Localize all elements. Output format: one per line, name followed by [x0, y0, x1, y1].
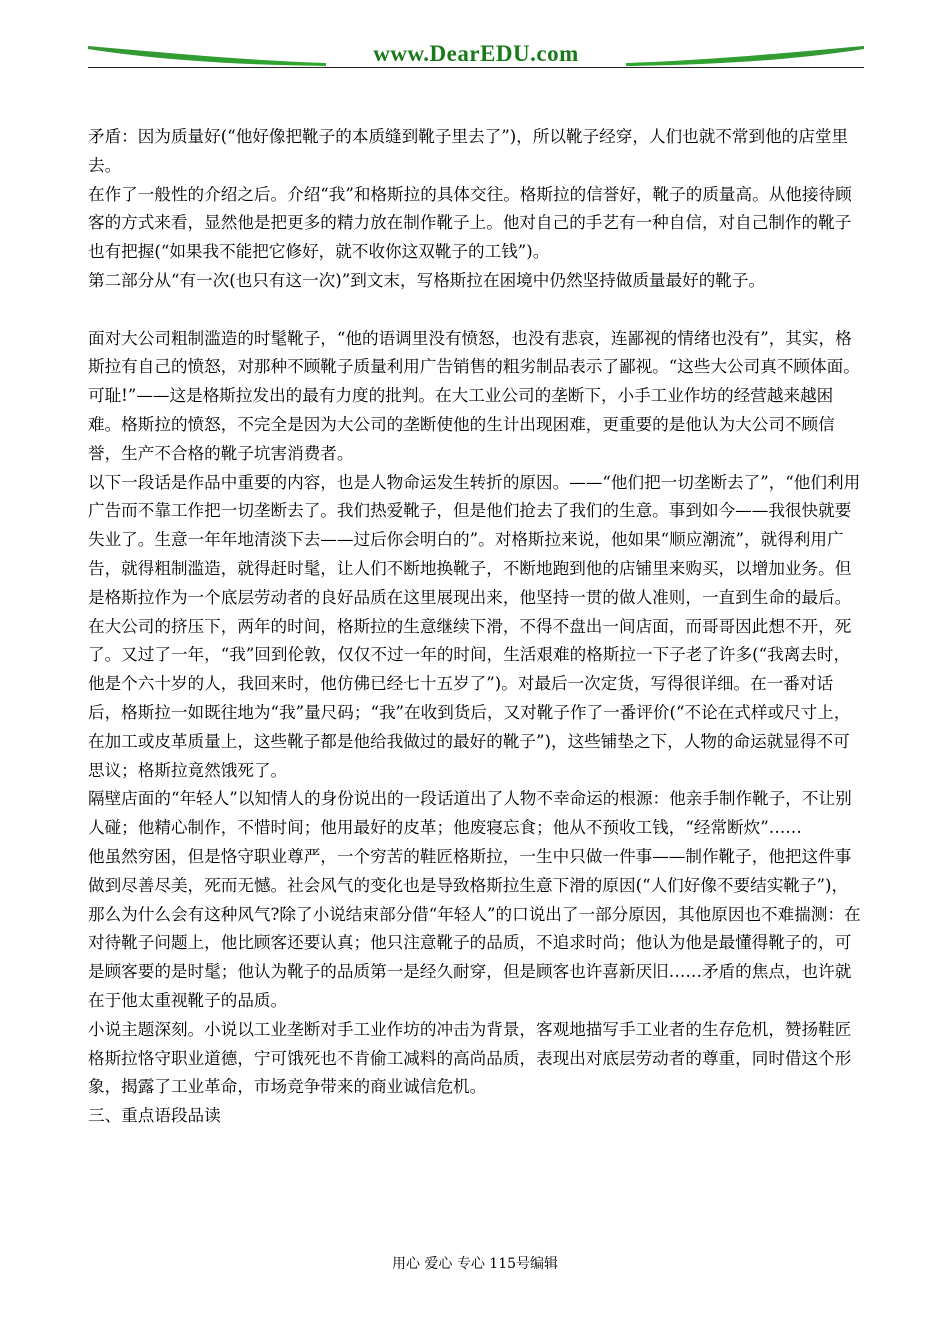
paragraph: 小说主题深刻。小说以工业垄断对手工业作坊的冲击为背景，客观地描写手工业者的生存危机，赞扬鞋匠格斯拉恪守职业道德，宁可饿死也不肯偷工减料的高尚品质，表现出对底层劳动者的尊重，同时借这个形象，揭露了工业革命，市场竞争带来的商业诚信危机。 — [88, 1019, 852, 1097]
document-body — [88, 123, 864, 1131]
site-logo-text: www.DearEDU.com — [373, 41, 579, 66]
paragraph: 在作了一般性的介绍之后。介绍“我”和格斯拉的具体交往。格斯拉的信誉好，靴子的质量高。从他接待顾客的方式来看，显然他是把更多的精力放在制作靴子上。他对自己的手艺有一种自信，对自己制作的靴子也有把握(“如果我不能把它修好，就不收你这双靴子的工钱”)。 — [88, 184, 852, 262]
paragraph: 面对大公司粗制滥造的时髦靴子，“他的语调里没有愤怒，也没有悲哀，连鄙视的情绪也没有”，其实，格斯拉有自己的愤怒，对那种不顾靴子质量利用广告销售的粗劣制品表示了鄙视。“这些大公司真不顾体面。可耻!”——这是格斯拉发出的最有力度的批判。在大工业公司的垄断下，小手工业作坊的经营越来越困难。格斯拉的愤怒，不完全是因为大公司的垄断使他的生计出现困难，更重要的是他认为大公司不顾信誉，生产不合格的靴子坑害消费者。 — [88, 328, 860, 463]
section-heading: 三、重点语段品读 — [88, 1106, 221, 1126]
page-footer: 用心 爱心 专心 115号编辑 — [391, 1256, 559, 1272]
page-header — [88, 36, 864, 76]
paragraph: 矛盾：因为质量好(“他好像把靴子的本质缝到靴子里去了”)，所以靴子经穿，人们也就不常到他的店堂里去。 — [88, 127, 849, 175]
paragraph: 隔壁店面的“年轻人”以知情人的身份说出的一段话道出了人物不幸命运的根源：他亲手制作靴子，不让别人碰；他精心制作，不惜时间；他用最好的皮革；他废寝忘食；他从不预收工钱，“经常断炊”…… — [88, 789, 852, 838]
paragraph: 在大公司的挤压下，两年的时间，格斯拉的生意继续下滑，不得不盘出一间店面，而哥哥因此想不开，死了。又过了一年，“我”回到伦敦，仅仅不过一年的时间，生活艰难的格斯拉一下子老了许多(“我离去时，他是个六十岁的人，我回来时，他仿佛已经七十五岁了”)。对最后一次定货，写得很详细。在一番对话后，格斯拉一如既往地为“我”量尺码；“我”在收到货后，又对靴子作了一番评价(“不论在式样或尺寸上，在加工或皮革质量上，这些靴子都是他给我做过的最好的靴子”)，这些铺垫之下，人物的命运就显得不可思议；格斯拉竟然饿死了。 — [88, 616, 852, 780]
paragraph: 以下一段话是作品中重要的内容，也是人物命运发生转折的原因。——“他们把一切垄断去了”，“他们利用广告而不靠工作把一切垄断去了。我们热爱靴子，但是他们抢去了我们的生意。事到如今——我很快就要失业了。生意一年年地清淡下去——过后你会明白的”。对格斯拉来说，他如果“顺应潮流”，就得利用广告，就得粗制滥造，就得赶时髦，让人们不断地换靴子，不断地跑到他的店铺里来购买，以增加业务。但是格斯拉作为一个底层劳动者的良好品质在这里展现出来，他坚持一贯的做人准则，一直到生命的最后。 — [88, 472, 861, 607]
paragraph: 他虽然穷困，但是恪守职业尊严，一个穷苦的鞋匠格斯拉，一生中只做一件事——制作靴子，他把这件事做到尽善尽美，死而无憾。社会风气的变化也是导致格斯拉生意下滑的原因(“人们好像不要结实靴子”)，那么为什么会有这种风气?除了小说结束部分借“年轻人”的口说出了一部分原因，其他原因也不难揣测：在对待靴子问题上，他比顾客还要认真；他只注意靴子的品质，不追求时尚；他认为他是最懂得靴子的，可是顾客要的是时髦；他认为靴子的品质第一是经久耐穿，但是顾客也许喜新厌旧……矛盾的焦点，也许就在于他太重视靴子的品质。 — [88, 846, 861, 1010]
paragraph: 第二部分从“有一次(也只有这一次)”到文末，写格斯拉在困境中仍然坚持做质量最好的靴子。 — [88, 270, 766, 290]
header-divider — [88, 67, 864, 68]
